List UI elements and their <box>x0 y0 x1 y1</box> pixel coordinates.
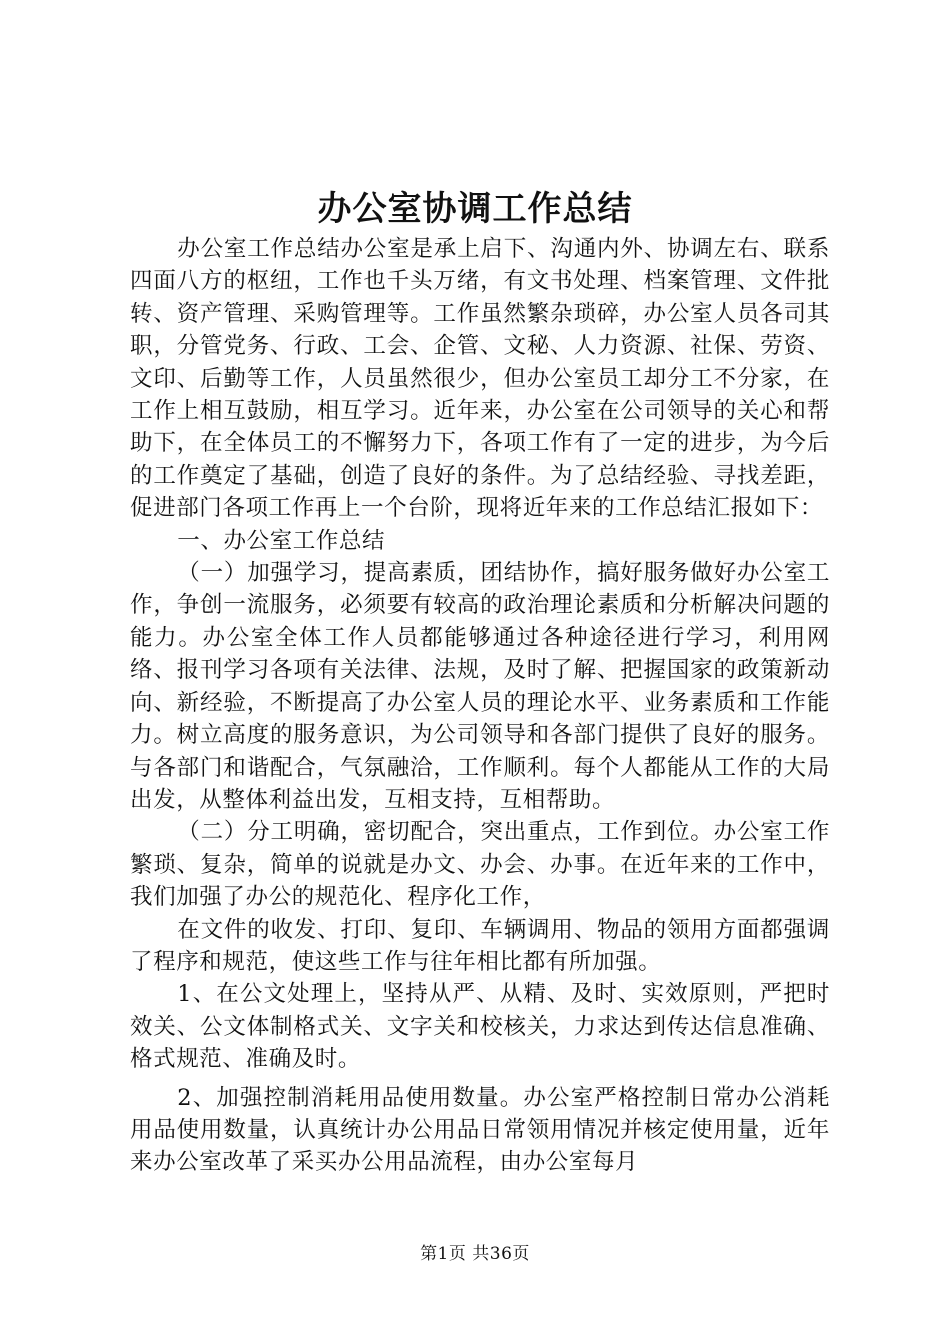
document-title: 办公室协调工作总结 <box>317 189 633 229</box>
paragraph-item-2: 2、加强控制消耗用品使用数量。办公室严格控制日常办公消耗用品使用数量，认真统计办公用品日常领用情况并核定使用量，近年来办公室改革了采买办公用品流程，由办公室每月 <box>130 1084 830 1176</box>
section-heading: 一、办公室工作总结 <box>177 527 386 554</box>
paragraph-study: （一）加强学习，提高素质，团结协作，搞好服务做好办公室工作，争创一流服务，必须要有较高的政治理论素质和分析解决问题的能力。办公室全体工作人员都能够通过各种途径进行学习，利用网络、报刊学习各项有关法律、法规，及时了解、把握国家的政策新动向、新经验，不断提高了办公室人员的理论水平、业务素质和工作能力。树立高度的服务意识，为公司领导和各部门提供了良好的服务。与各部门和谐配合，气氛融洽，工作顺利。每个人都能从工作的大局出发，从整体利益出发，互相支持，互相帮助。 <box>130 560 830 813</box>
paragraph-intro: 办公室工作总结办公室是承上启下、沟通内外、协调左右、联系四面八方的枢纽，工作也千头万绪，有文书处理、档案管理、文件批转、资产管理、采购管理等。工作虽然繁杂琐碎，办公室人员各司其职，分管党务、行政、工会、企管、文秘、人力资源、社保、劳资、文印、后勤等工作，人员虽然很少，但办公室员工却分工不分家，在工作上相互鼓励，相互学习。近年来，办公室在公司领导的关心和帮助下，在全体员工的不懈努力下，各项工作有了一定的进步，为今后的工作奠定了基础，创造了良好的条件。为了总结经验、寻找差距，促进部门各项工作再上一个台阶，现将近年来的工作总结汇报如下： <box>130 236 830 522</box>
page-footer: 第1页 共36页 <box>420 1244 530 1264</box>
paragraph-documents-handling: 在文件的收发、打印、复印、车辆调用、物品的领用方面都强调了程序和规范，使这些工作与往年相比都有所加强。 <box>130 916 830 975</box>
document-body <box>130 233 830 1179</box>
paragraph-division-of-work: （二）分工明确，密切配合，突出重点，工作到位。办公室工作繁琐、复杂，简单的说就是办文、办会、办事。在近年来的工作中，我们加强了办公的规范化、程序化工作， <box>130 819 830 911</box>
paragraph-item-1: 1、在公文处理上，坚持从严、从精、及时、实效原则，严把时效关、公文体制格式关、文字关和校核关，力求达到传达信息准确、格式规范、准确及时。 <box>130 981 830 1073</box>
